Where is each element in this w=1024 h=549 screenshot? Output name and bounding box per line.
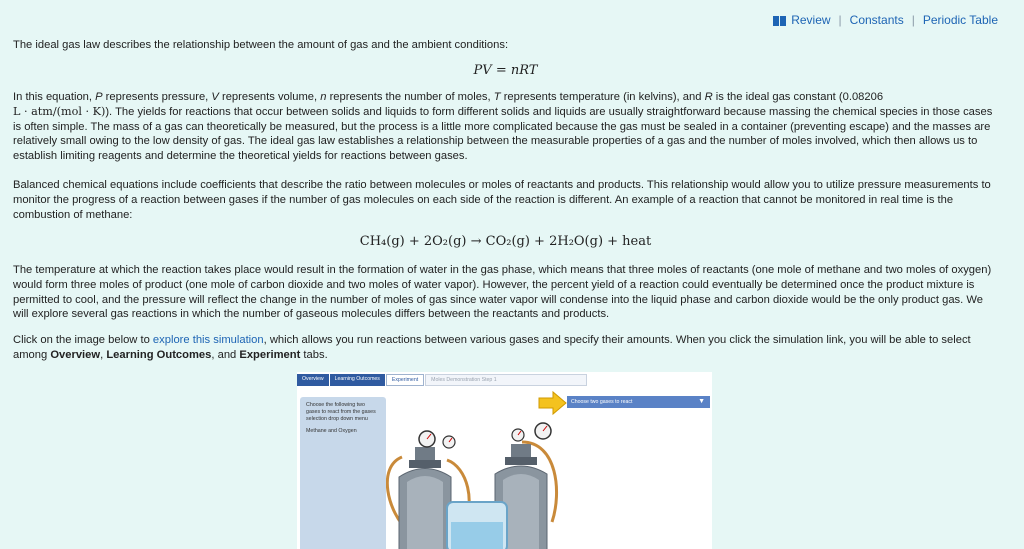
ideal-gas-law-equation: PV = nRT <box>473 63 538 78</box>
methane-combustion-equation: CH₄(g) + 2O₂(g) → CO₂(g) + 2H₂O(g) + heat <box>359 234 652 249</box>
gas-selection-dropdown[interactable] <box>567 396 710 408</box>
yellow-arrow-icon <box>539 392 566 414</box>
paragraph-temperature: The temperature at which the reaction takes place would result in the formation of water in the gas phase, which means that three moles of reactants (one mole of methane and two moles of oxygen) would form three moles of product (one mole of carbon dioxide and two moles of water vapor). However, the percent yield of a reaction could eventually be determined once the product mixture is permitted to cool, and the pressure will reflect the change in the number of moles of gas since water vapor will condense into the liquid phase and carbon dioxide would be the only product gas. We will explore several gas reactions in which the number of gaseous molecules differs between the reactants and products. <box>13 264 992 321</box>
explore-simulation-link[interactable]: explore this simulation <box>152 334 264 346</box>
simulation-instruction-panel <box>300 397 386 549</box>
simulation-image[interactable] <box>297 372 712 549</box>
review-link[interactable]: Review <box>791 13 831 27</box>
chevron-down-icon: ▼ <box>698 398 705 405</box>
instruction-choice: Methane and Oxygen <box>306 428 357 435</box>
pressure-gauge-icon <box>535 423 551 439</box>
book-icon <box>773 16 786 26</box>
sim-tab-learning-outcomes[interactable]: Learning Outcomes <box>330 374 385 386</box>
periodic-table-link[interactable]: Periodic Table <box>922 13 998 27</box>
simulation-tabs <box>297 374 588 386</box>
pressure-gauge-icon <box>512 429 524 441</box>
paragraph-balanced-equations: Balanced chemical equations include coefficients that describe the ratio between molecules or moles of reactants and products. This relationship would allow you to utilize pressure measurements to monitor the progress of a reaction between gases if the number of gas molecules on each side of the reaction is different. An example of a reaction that cannot be monitored in real time is the combustion of methane: <box>13 179 991 221</box>
sim-step-title: Moles Demonstration Step 1 <box>425 374 587 386</box>
nav-separator: | <box>838 13 842 27</box>
constants-link[interactable]: Constants <box>849 13 904 27</box>
dropdown-label: Choose two gases to react <box>571 399 633 405</box>
instruction-text: Choose the following two gases to react from the gases selection drop down menu <box>306 402 376 423</box>
paragraph-simulation: Click on the image below to explore this simulation, which allows you run reactions between various gases and specify their amounts. When you click the simulation link, you will be able to select among Overview, Learning Outcomes, and Experiment tabs. <box>13 334 971 361</box>
gas-cylinder-left <box>399 447 451 549</box>
paragraph-ideal-gas-explanation: In this equation, P represents pressure, V represents volume, n represents the number of moles, T represents temperature (in kelvins), and R is the ideal gas constant (0.08206 L · atm/(mol · K)). The yields for reactions that occur between solids and liquids to form different solids and liquids are usually straightforward because massing the chemical species in those cases is often simple. The mass of a gas can theoretically be measured, but the process is a little more complicated because the gas must be sealed in a container (preventing escape) and the masses are relatively small owing to the low density of gas. The ideal gas law establishes a relationship between the measurable properties of a gas and the number of moles involved, which then allows us to establish limiting reagents and determine the theoretical yields for reactions between gases. <box>13 91 993 163</box>
sim-tab-experiment[interactable]: Experiment <box>386 374 424 386</box>
pressure-gauge-icon <box>419 431 435 447</box>
top-navigation <box>773 13 998 29</box>
pressure-gauge-icon <box>443 436 455 448</box>
sim-tab-overview[interactable]: Overview <box>297 374 329 386</box>
gas-constant-units: L · atm/(mol · K) <box>13 104 106 118</box>
intro-paragraph: The ideal gas law describes the relationship between the amount of gas and the ambient conditions: <box>13 39 509 51</box>
nav-separator: | <box>911 13 915 27</box>
